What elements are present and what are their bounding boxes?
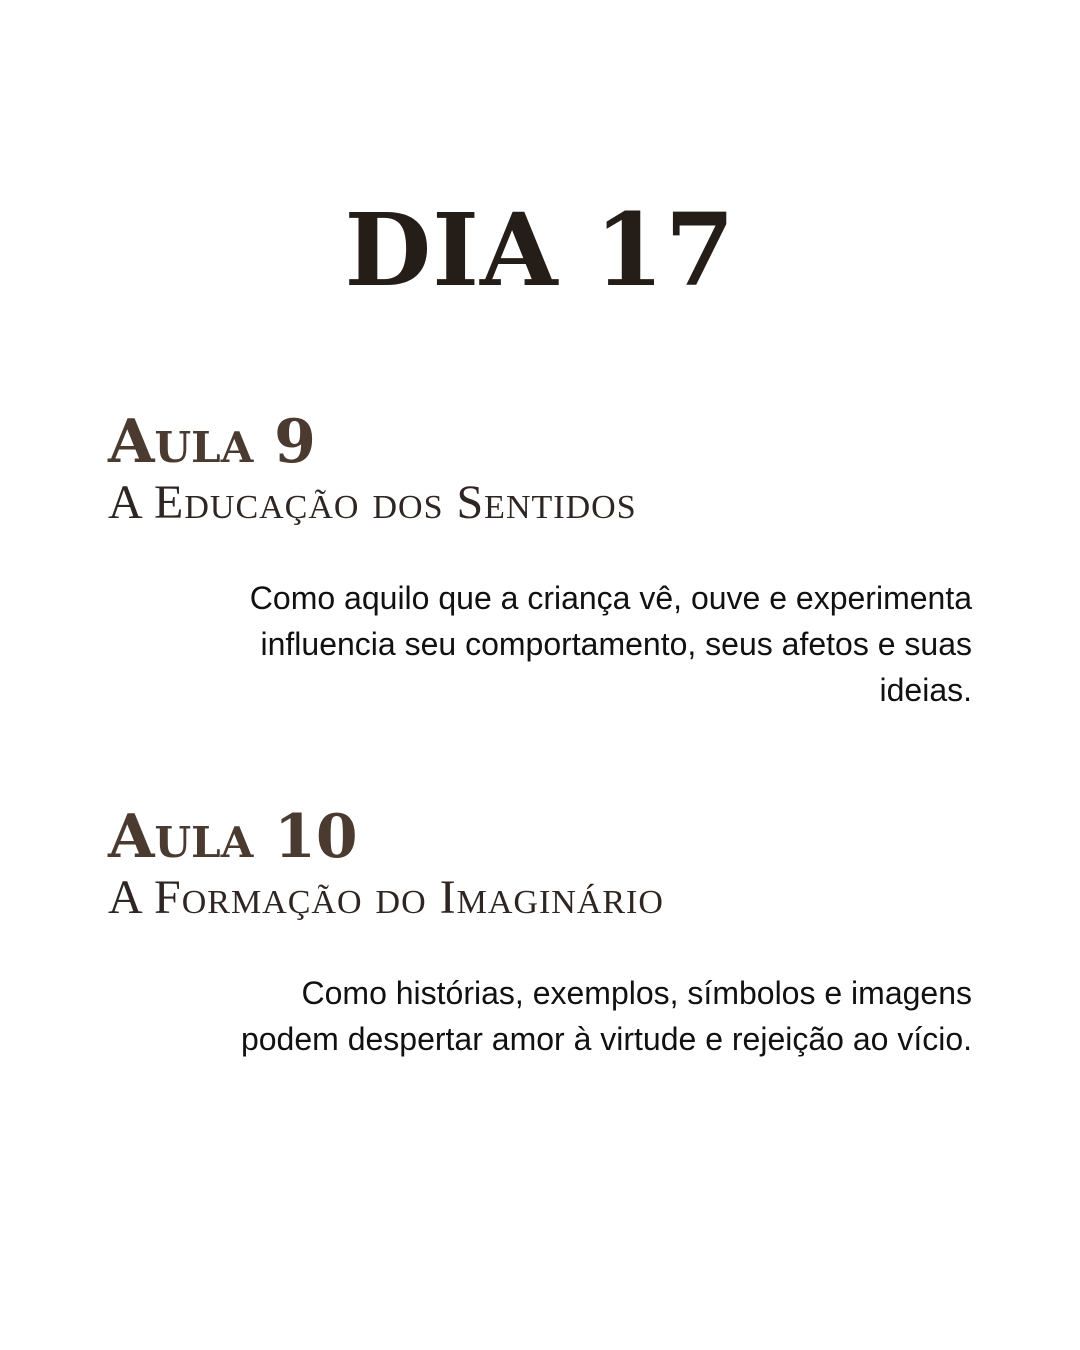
day-title: DIA 17 [344,191,736,309]
lesson-9-description: Como aquilo que a criança vê, ouve e experimenta influencia seu comportamento, seus afetos e suas ideias. [249,580,972,708]
lesson-10-label: Aula 10 [108,802,358,872]
lesson-10-subtitle: A Formação do Imaginário [108,871,664,924]
lesson-9-subtitle: A Educação dos Sentidos [108,476,637,529]
lesson-10-description: Como histórias, exemplos, símbolos e imagens podem despertar amor à virtude e rejeição ao vício. [240,975,972,1057]
lesson-9-section [108,405,972,713]
lesson-9-label: Aula 9 [108,407,316,477]
lesson-10-section [108,800,972,1062]
